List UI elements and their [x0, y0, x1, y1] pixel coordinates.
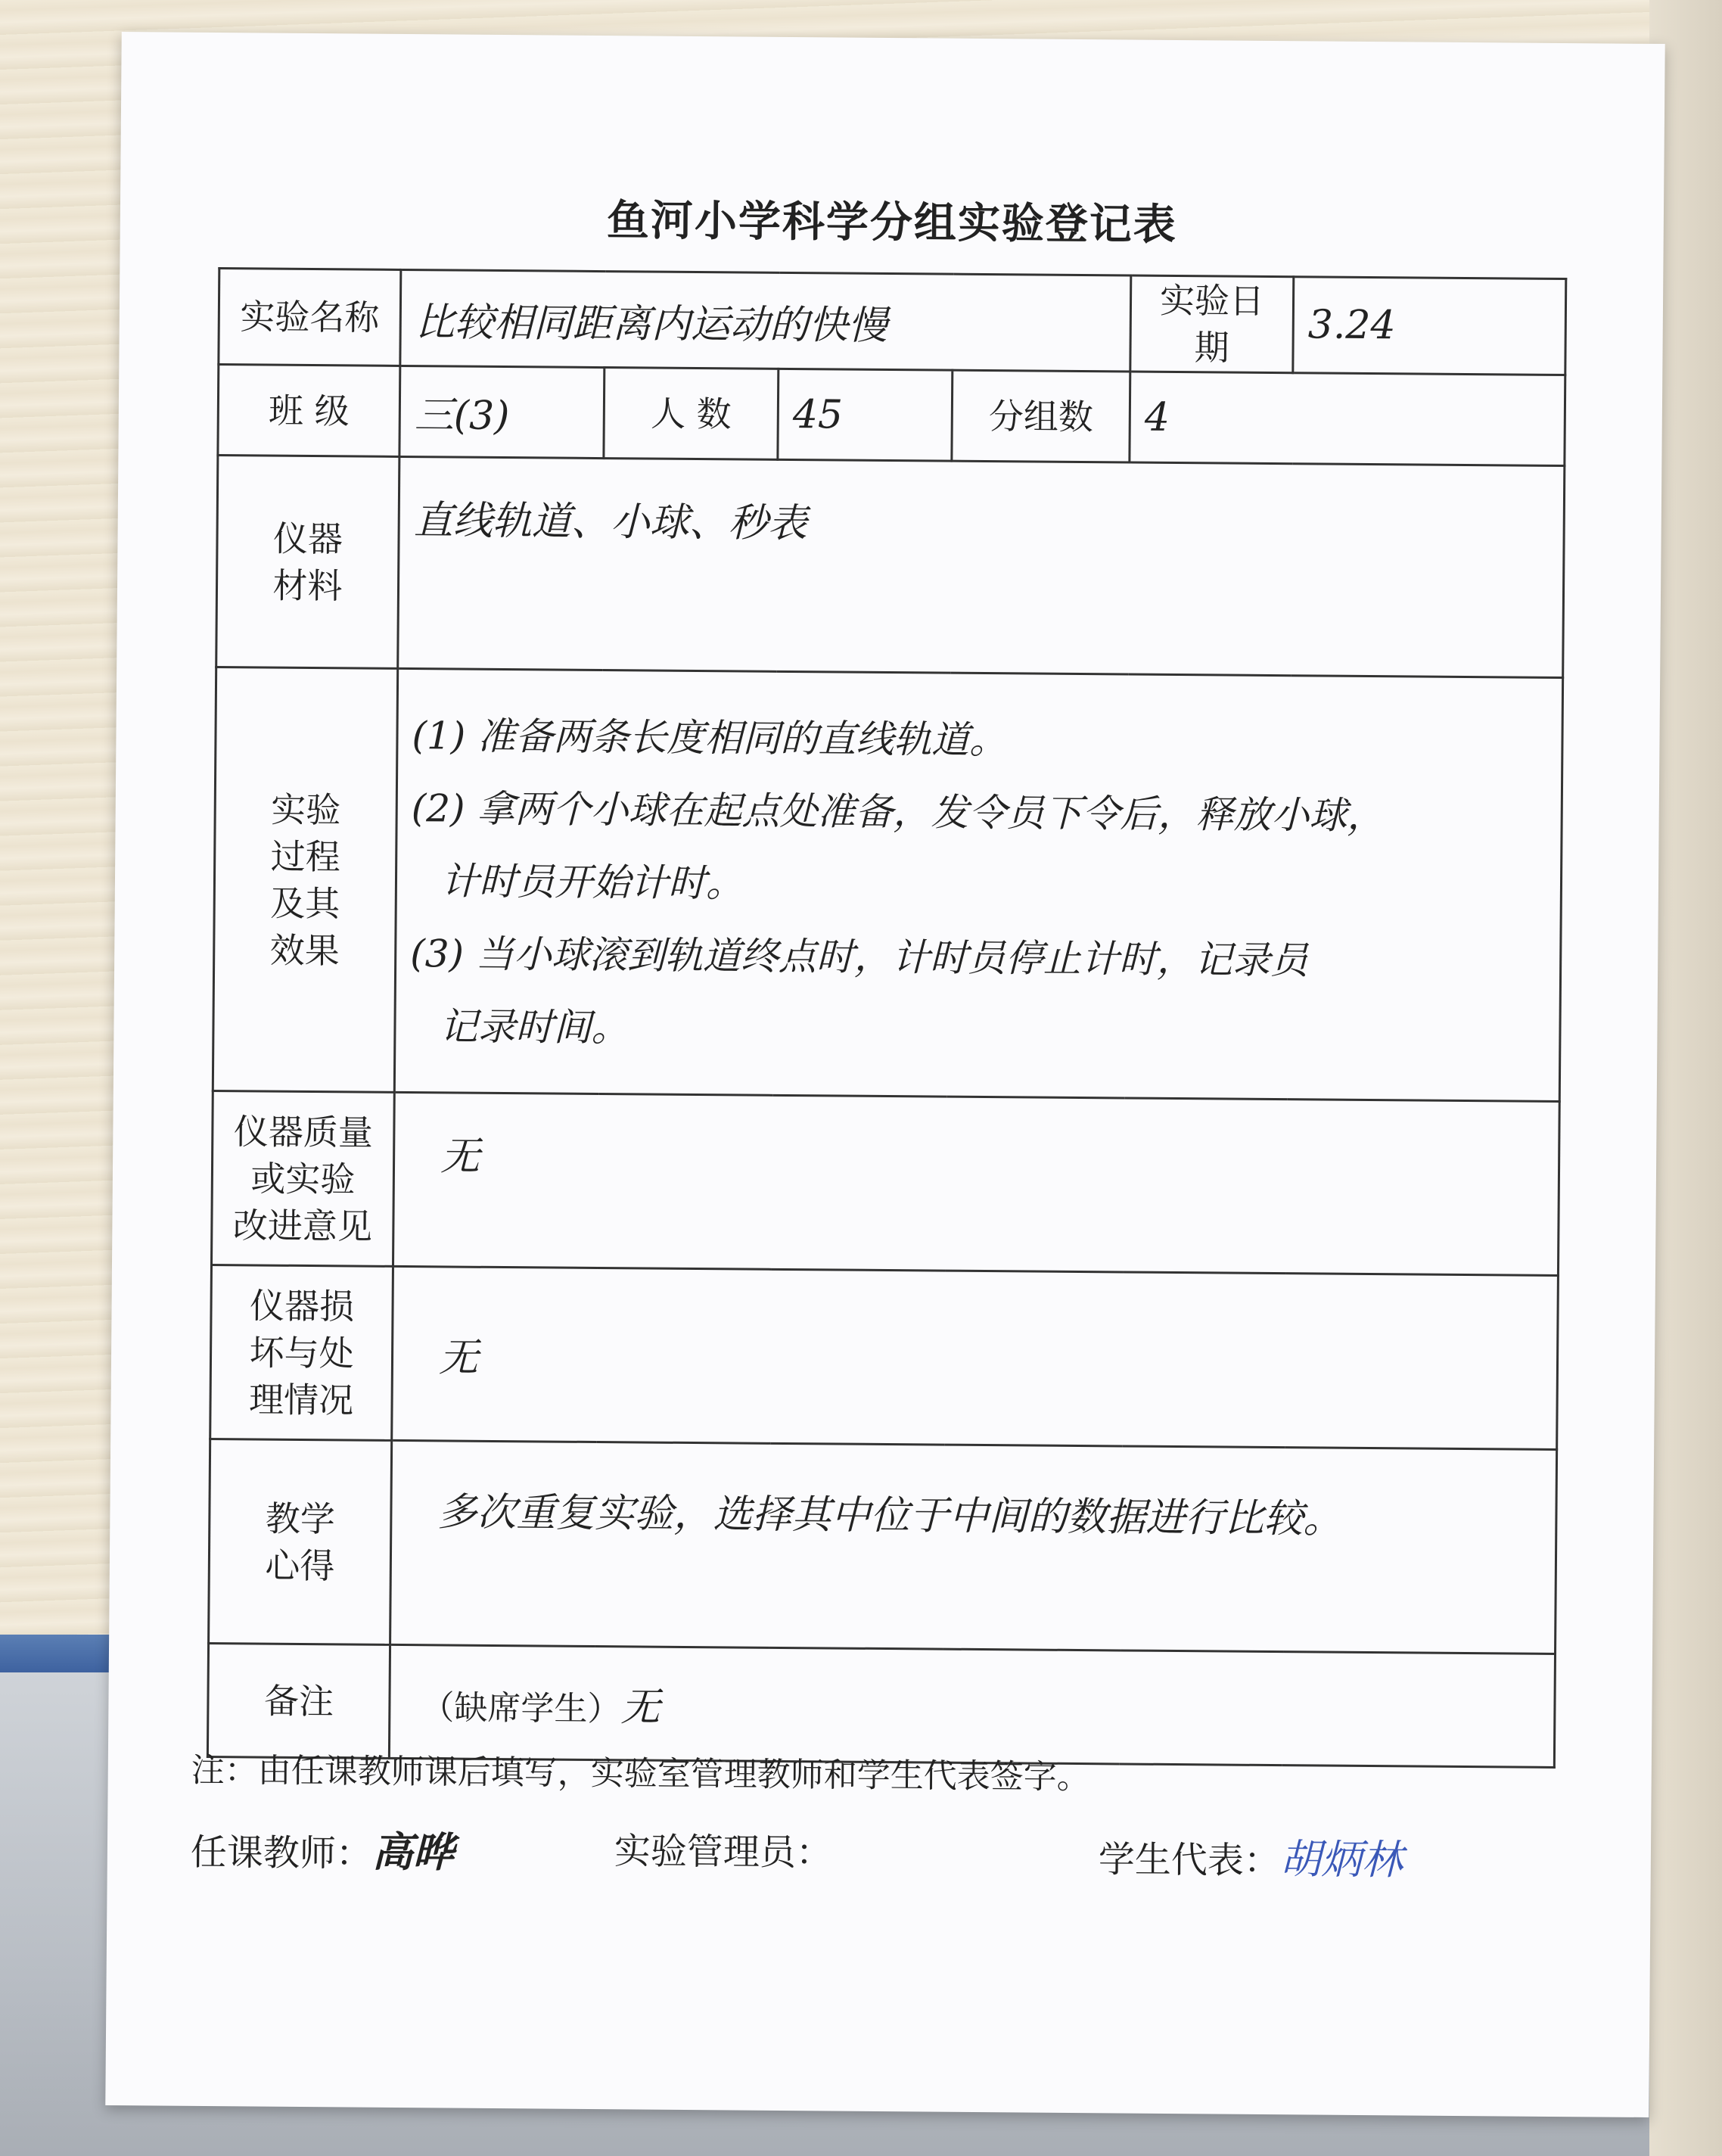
materials-label-line: 仪器 [272, 518, 343, 559]
process-step: 计时员开始计时。 [440, 858, 744, 906]
process-step: 记录时间。 [440, 1003, 629, 1050]
student-rep-label: 学生代表： [1098, 1838, 1281, 1883]
form-title: 鱼河小学科学分组实验登记表 [606, 196, 1178, 250]
remarks-value: 无 [620, 1685, 661, 1731]
damage-value: 无 [392, 1266, 1559, 1449]
experiment-date-label: 实验日期 [1130, 275, 1294, 373]
teacher-name: 高晔 [371, 1827, 455, 1877]
damage-label-line: 仪器损 [249, 1284, 355, 1327]
experiment-date-value: 3.24 [1293, 277, 1566, 375]
process-step: (1) 准备两条长度相同的直线轨道。 [412, 713, 1008, 762]
signature-row [191, 1818, 1584, 1897]
row-damage [210, 1265, 1559, 1450]
student-rep-name: 胡炳林 [1279, 1835, 1403, 1884]
row-materials [216, 456, 1565, 678]
class-label: 班 级 [218, 365, 400, 457]
experiment-name-label: 实验名称 [219, 269, 401, 366]
damage-label [210, 1265, 393, 1441]
process-step: (2) 拿两个小球在起点处准备，发令员下令后，释放小球， [411, 786, 1385, 838]
process-label-line: 实验 [271, 789, 341, 830]
row-quality [211, 1091, 1559, 1276]
quality-label [211, 1091, 394, 1267]
quality-label-line: 改进意见 [232, 1204, 373, 1247]
student-rep-signature [1099, 1825, 1403, 1886]
remarks-prefix: （缺席学生） [421, 1688, 621, 1729]
damage-label-line: 坏与处 [249, 1331, 354, 1374]
quality-value: 无 [393, 1092, 1559, 1275]
quality-label-line: 仪器质量 [233, 1110, 374, 1153]
row-process [213, 667, 1562, 1102]
process-step: (3) 当小球滚到轨道终点时，计时员停止计时，记录员 [410, 931, 1309, 982]
teaching-value: 多次重复实验，选择其中位于中间的数据进行比较。 [390, 1440, 1557, 1654]
row-class-info [218, 365, 1565, 466]
damage-label-line: 理情况 [248, 1378, 354, 1420]
row-experiment-name [219, 269, 1566, 375]
quality-label-line: 或实验 [250, 1157, 356, 1200]
remarks-label: 备注 [207, 1643, 390, 1758]
experiment-name-value: 比较相同距离内运动的快慢 [400, 269, 1131, 372]
process-label [213, 667, 397, 1093]
process-label-line: 效果 [269, 929, 340, 971]
group-count-label: 分组数 [952, 370, 1130, 462]
row-teaching [209, 1439, 1557, 1654]
teaching-label-line: 心得 [265, 1545, 335, 1586]
materials-label [216, 456, 399, 669]
teacher-label: 任课教师： [190, 1831, 373, 1875]
experiment-record-table [207, 267, 1567, 1769]
teaching-label-line: 教学 [265, 1498, 336, 1539]
process-description [394, 668, 1562, 1101]
process-label-line: 及其 [270, 882, 340, 924]
registration-form-sheet [105, 32, 1664, 2117]
student-count-value: 45 [778, 369, 953, 461]
teaching-label [209, 1439, 392, 1645]
process-label-line: 过程 [270, 835, 340, 877]
group-count-value: 4 [1130, 372, 1565, 466]
class-value: 三(3) [399, 366, 605, 458]
form-footnote: 注：由任课教师课后填写，实验室管理教师和学生代表签字。 [191, 1750, 1090, 1797]
teacher-signature [191, 1818, 455, 1879]
materials-value: 直线轨道、小球、秒表 [398, 456, 1565, 677]
materials-label-line: 材料 [272, 565, 343, 606]
lab-admin-signature [614, 1822, 833, 1875]
student-count-label: 人 数 [604, 368, 779, 460]
lab-admin-label: 实验管理员： [614, 1830, 833, 1874]
